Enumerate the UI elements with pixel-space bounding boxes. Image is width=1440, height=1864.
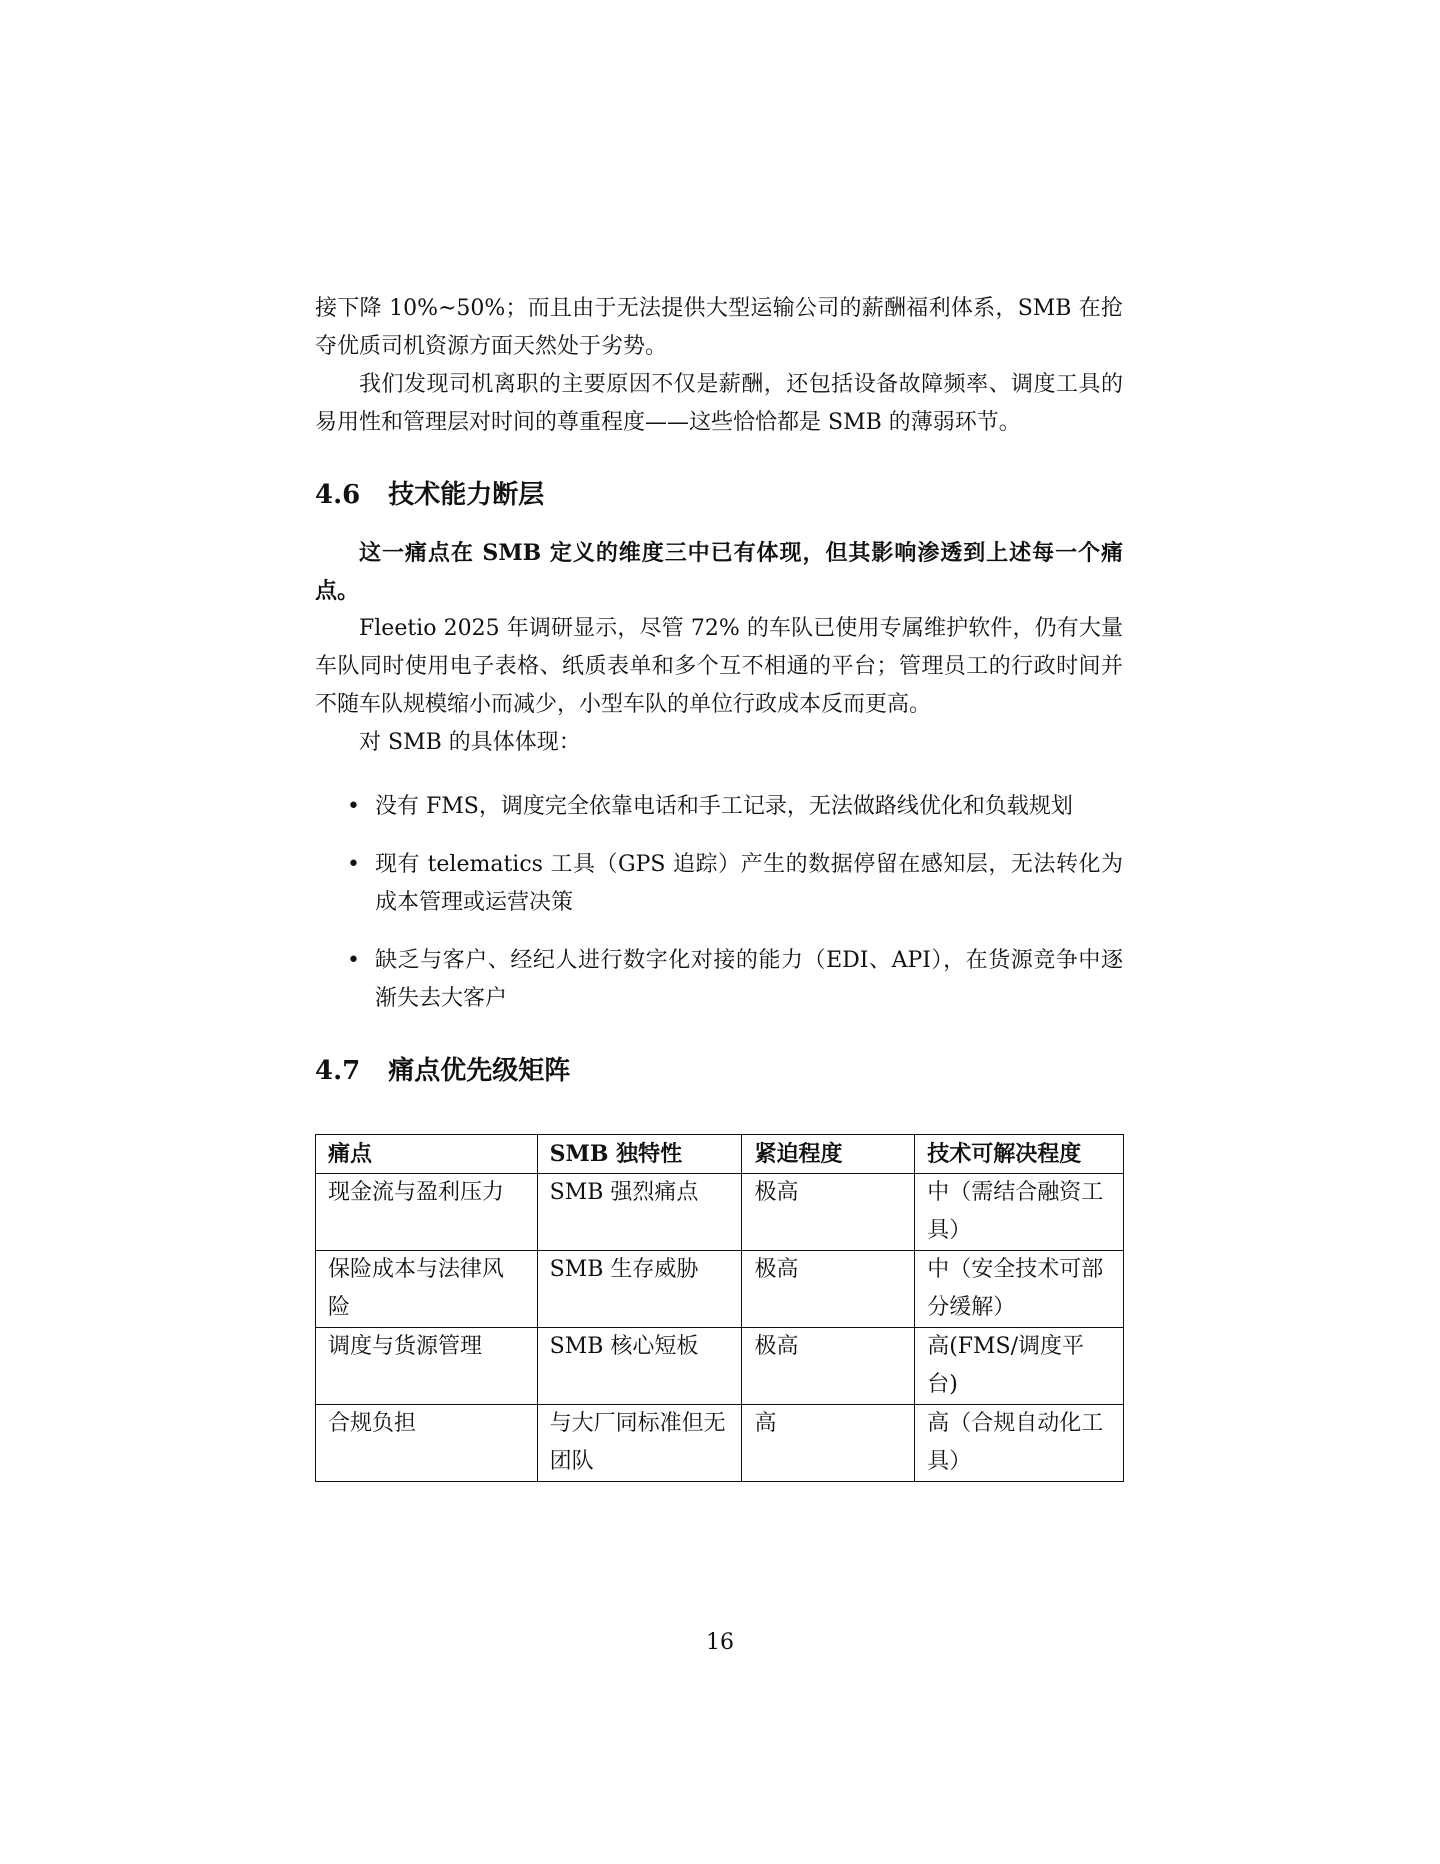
section-lead: 这一痛点在 SMB 定义的维度三中已有体现，但其影响渗透到上述每一个痛点。 xyxy=(315,540,1123,604)
bullet-list xyxy=(315,788,1123,1018)
table-cell: 极高 xyxy=(742,1174,915,1251)
table-header-cell: SMB 独特性 xyxy=(537,1135,742,1174)
table-row xyxy=(316,1405,1124,1482)
table-cell: 调度与货源管理 xyxy=(316,1328,538,1405)
section-title: 技术能力断层 xyxy=(388,480,545,510)
table-row xyxy=(316,1251,1124,1328)
table-cell: SMB 核心短板 xyxy=(537,1328,742,1405)
table-header-cell: 技术可解决程度 xyxy=(915,1135,1124,1174)
list-item xyxy=(315,788,1123,826)
list-item xyxy=(315,846,1123,922)
table-cell: 与大厂同标准但无团队 xyxy=(537,1405,742,1482)
table-cell: 极高 xyxy=(742,1328,915,1405)
list-item xyxy=(315,942,1123,1018)
section-number: 4.7 xyxy=(315,1056,361,1086)
paragraph-fleetio: Fleetio 2025 年调研显示，尽管 72% 的车队已使用专属维护软件，仍有大量车队同时使用电子表格、纸质表单和多个互不相通的平台；管理员工的行政时间并不随车队规模缩小而减少，小型车队的单位行政成本反而更高。 xyxy=(315,616,1123,717)
table-cell: 保险成本与法律风险 xyxy=(316,1251,538,1328)
list-item-text: 现有 telematics 工具（GPS 追踪）产生的数据停留在感知层，无法转化为成本管理或运营决策 xyxy=(375,852,1123,915)
table-cell: 高（合规自动化工具） xyxy=(915,1405,1124,1482)
bullet-icon: • xyxy=(347,948,360,973)
table-cell: 中（安全技术可部分缓解） xyxy=(915,1251,1124,1328)
section-heading-4-7 xyxy=(315,1052,1123,1090)
table-cell: 中（需结合融资工具） xyxy=(915,1174,1124,1251)
table-cell: 现金流与盈利压力 xyxy=(316,1174,538,1251)
table-cell: SMB 生存威胁 xyxy=(537,1251,742,1328)
paragraph-intro: 对 SMB 的具体体现： xyxy=(359,730,581,755)
table-cell: 高 xyxy=(742,1405,915,1482)
list-item-text: 缺乏与客户、经纪人进行数字化对接的能力（EDI、API），在货源竞争中逐渐失去大客户 xyxy=(375,948,1123,1011)
table-cell: 极高 xyxy=(742,1251,915,1328)
section-heading-4-6 xyxy=(315,476,1123,514)
page-content xyxy=(315,290,1123,1482)
page-number: 16 xyxy=(706,1630,734,1655)
bullet-icon: • xyxy=(347,794,360,819)
bullet-icon: • xyxy=(347,852,360,877)
section-title: 痛点优先级矩阵 xyxy=(388,1056,571,1086)
table-row xyxy=(316,1328,1124,1405)
paragraph-driver-turnover: 我们发现司机离职的主要原因不仅是薪酬，还包括设备故障频率、调度工具的易用性和管理层对时间的尊重程度——这些恰恰都是 SMB 的薄弱环节。 xyxy=(315,372,1123,435)
table-header-row xyxy=(316,1135,1124,1174)
table-cell: 高(FMS/调度平台) xyxy=(915,1328,1124,1405)
paragraph-continuation: 接下降 10%~50%；而且由于无法提供大型运输公司的薪酬福利体系，SMB 在抢夺优质司机资源方面天然处于劣势。 xyxy=(315,296,1123,359)
section-number: 4.6 xyxy=(315,480,361,510)
table-cell: SMB 强烈痛点 xyxy=(537,1174,742,1251)
table-header-cell: 痛点 xyxy=(316,1135,538,1174)
list-item-text: 没有 FMS，调度完全依靠电话和手工记录，无法做路线优化和负载规划 xyxy=(375,794,1073,819)
table-row xyxy=(316,1174,1124,1251)
priority-matrix-table xyxy=(315,1134,1124,1482)
table-header-cell: 紧迫程度 xyxy=(742,1135,915,1174)
table-cell: 合规负担 xyxy=(316,1405,538,1482)
